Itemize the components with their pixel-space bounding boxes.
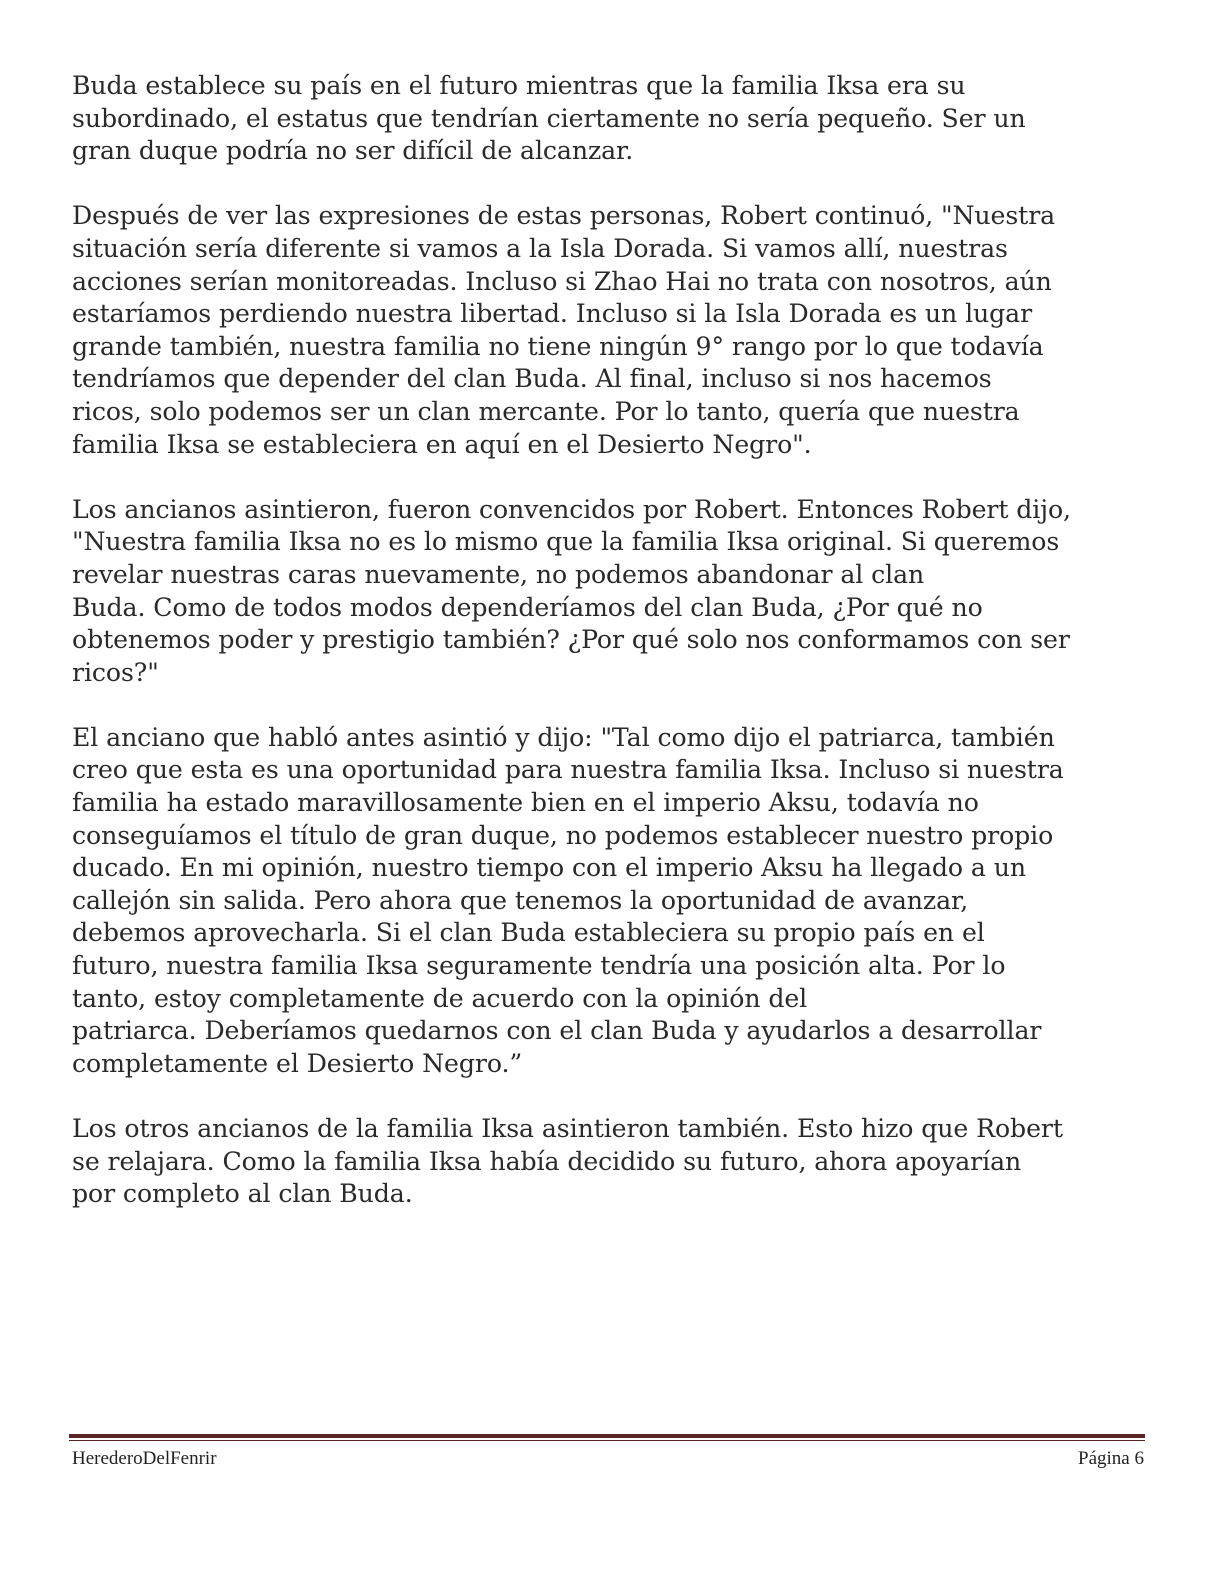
page-body	[72, 70, 1152, 1243]
text-line: situación sería diferente si vamos a la Isla Dorada. Si vamos allí, nuestras	[72, 233, 1008, 263]
text-line: "Nuestra familia Iksa no es lo mismo que la familia Iksa original. Si queremos	[72, 527, 1060, 557]
paragraph-1	[72, 70, 1152, 168]
footer-divider	[69, 1434, 1145, 1441]
text-line: estaríamos perdiendo nuestra libertad. Incluso si la Isla Dorada es un lugar	[72, 299, 1033, 329]
text-line: tendríamos que depender del clan Buda. Al final, incluso si nos hacemos	[72, 364, 992, 394]
text-line: ricos, solo podemos ser un clan mercante. Por lo tanto, quería que nuestra	[72, 396, 1020, 426]
text-line: ricos?"	[72, 657, 159, 687]
text-line: se relajara. Como la familia Iksa había decidido su futuro, ahora apoyarían	[72, 1146, 1022, 1176]
text-line: subordinado, el estatus que tendrían ciertamente no sería pequeño. Ser un	[72, 103, 1026, 133]
paragraph-5	[72, 1113, 1152, 1211]
text-line: debemos aprovecharla. Si el clan Buda estableciera su propio país en el	[72, 918, 985, 948]
text-line: ducado. En mi opinión, nuestro tiempo con el imperio Aksu ha llegado a un	[72, 853, 1026, 883]
text-line: completamente el Desierto Negro.”	[72, 1048, 523, 1078]
page-number: Página 6	[1078, 1448, 1144, 1469]
text-line: gran duque podría no ser difícil de alcanzar.	[72, 136, 634, 166]
text-line: Buda establece su país en el futuro mientras que la familia Iksa era su	[72, 71, 966, 100]
text-line: futuro, nuestra familia Iksa seguramente tendría una posición alta. Por lo	[72, 951, 1006, 981]
text-line: creo que esta es una oportunidad para nuestra familia Iksa. Incluso si nuestra	[72, 755, 1064, 785]
text-line: obtenemos poder y prestigio también? ¿Por qué solo nos conformamos con ser	[72, 625, 1070, 655]
text-line: patriarca. Deberíamos quedarnos con el clan Buda y ayudarlos a desarrollar	[72, 1016, 1042, 1046]
text-line: por completo al clan Buda.	[72, 1179, 413, 1209]
text-line: callejón sin salida. Pero ahora que tenemos la oportunidad de avanzar,	[72, 885, 969, 915]
paragraph-2	[72, 200, 1152, 461]
paragraph-4	[72, 722, 1152, 1081]
footer-author: HerederoDelFenrir	[72, 1448, 217, 1469]
text-line: Buda. Como de todos modos dependeríamos del clan Buda, ¿Por qué no	[72, 592, 983, 622]
text-line: revelar nuestras caras nuevamente, no podemos abandonar al clan	[72, 559, 925, 589]
footer-divider-thin	[69, 1440, 1145, 1441]
text-line: familia ha estado maravillosamente bien en el imperio Aksu, todavía no	[72, 788, 979, 818]
paragraph-3	[72, 494, 1152, 690]
text-line: Los ancianos asintieron, fueron convencidos por Robert. Entonces Robert dijo,	[72, 494, 1071, 524]
text-line: conseguíamos el título de gran duque, no podemos establecer nuestro propio	[72, 820, 1054, 850]
footer-divider-thick	[69, 1434, 1145, 1438]
text-line: grande también, nuestra familia no tiene ningún 9° rango por lo que todavía	[72, 331, 1044, 361]
text-line: El anciano que habló antes asintió y dijo: "Tal como dijo el patriarca, también	[72, 722, 1055, 752]
text-line: Los otros ancianos de la familia Iksa asintieron también. Esto hizo que Robert	[72, 1114, 1063, 1143]
text-line: tanto, estoy completamente de acuerdo con la opinión del	[72, 983, 808, 1013]
text-line: acciones serían monitoreadas. Incluso si Zhao Hai no trata con nosotros, aún	[72, 266, 1052, 296]
text-line: familia Iksa se estableciera en aquí en el Desierto Negro".	[72, 429, 812, 459]
text-line: Después de ver las expresiones de estas personas, Robert continuó, "Nuestra	[72, 201, 1056, 231]
